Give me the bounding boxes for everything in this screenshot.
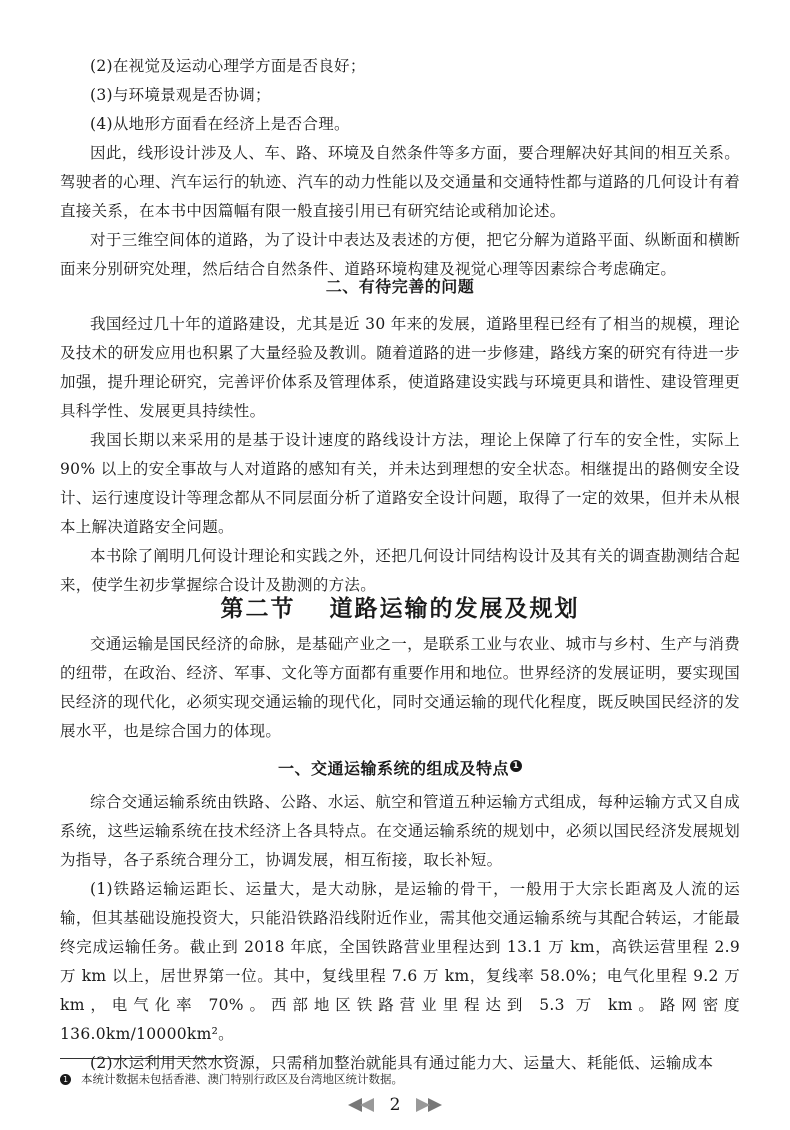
right-arrow-icon — [412, 1097, 442, 1113]
page-number: 2 — [389, 1094, 401, 1115]
section-title — [60, 590, 740, 623]
problems-block — [60, 310, 740, 600]
left-arrow-icon — [348, 1097, 378, 1113]
footnote-marker-icon: 1 — [60, 1074, 71, 1085]
paragraph: 我国长期以来采用的是基于设计速度的路线设计方法，理论上保障了行车的安全性，实际上 90% 以上的安全事故与人对道路的感知有关，并未达到理想的安全状态。相继提出的路侧安全设计、运行速度设计等理念都从不同层面分析了道路安全设计问题，取得了一定的效果，但并未从根本上解决道路安全问题。 — [60, 431, 740, 536]
subsection-heading-transport-system — [60, 756, 740, 779]
paragraph: 综合交通运输系统由铁路、公路、水运、航空和管道五种运输方式组成，每种运输方式又自成系统，这些运输系统在技术经济上各具特点。在交通运输系统的规划中，必须以国民经济发展规划为指导，各子系统合理分工，协调发展，相互衔接，取长补短。 — [60, 793, 740, 869]
list-item: (3)与环境景观是否协调； — [90, 86, 271, 104]
subsection-heading-text: 一、交通运输系统的组成及特点 — [277, 759, 509, 778]
paragraph: 对于三维空间体的道路，为了设计中表达及表述的方便，把它分解为道路平面、纵断面和横断面来分别研究处理，然后结合自然条件、道路环境构建及视觉心理等因素综合考虑确定。 — [60, 231, 740, 278]
section-title-text: 道路运输的发展及规划 — [329, 595, 580, 622]
paragraph: 因此，线形设计涉及人、车、路、环境及自然条件等多方面，要合理解决好其间的相互关系。驾驶者的心理、汽车运行的轨迹、汽车的动力性能以及交通量和交通特性都与道路的几何设计有着直接关系，在本书中因篇幅有限一般直接引用已有研究结论或稍加论述。 — [60, 144, 740, 220]
paragraph: 我国经过几十年的道路建设，尤其是近 30 年来的发展，道路里程已经有了相当的规模，理论及技术的研发应用也积累了大量经验及教训。随着道路的进一步修建，路线方案的研究有待进一步加强，提升理论研究，完善评价体系及管理体系，使道路建设实践与环境更具和谐性、建设管理更具科学性、发展更具持续性。 — [60, 315, 740, 420]
footnote — [60, 1071, 740, 1087]
footnote-reference-icon[interactable]: 1 — [510, 760, 522, 772]
paragraph: (2)水运利用天然水资源，只需稍加整治就能具有通过能力大、运量大、耗能低、运输成本 — [90, 1054, 714, 1072]
paragraph: 交通运输是国民经济的命脉，是基础产业之一，是联系工业与农业、城市与乡村、生产与消费的纽带，在政治、经济、军事、文化等方面都有重要作用和地位。世界经济的发展证明，要实现国民经济的现代化，必须实现交通运输的现代化，同时交通运输的现代化程度，既反映国民经济的发展水平，也是综合国力的体现。 — [60, 635, 740, 740]
list-item: (4)从地形方面看在经济上是否合理。 — [90, 115, 350, 133]
continuation-block — [60, 52, 740, 284]
footnote-text: 本统计数据未包括香港、澳门特别行政区及台湾地区统计数据。 — [81, 1072, 403, 1086]
intro-block — [60, 630, 740, 746]
paragraph: 本书除了阐明几何设计理论和实践之外，还把几何设计同结构设计及其有关的调查勘测结合起来，使学生初步掌握综合设计及勘测的方法。 — [60, 547, 740, 594]
footnote-divider — [60, 1058, 228, 1059]
paragraph: (1)铁路运输运距长、运量大，是大动脉，是运输的骨干，一般用于大宗长距离及人流的运输，但其基础设施投资大，只能沿铁路沿线附近作业，需其他交通运输系统与其配合转运，才能最终完成运输任务。截止到 2018 年底，全国铁路营业里程达到 13.1 万 km，高铁运营里程 2.9 万 km 以上，居世界第一位。其中，复线里程 7.6 万 km，复线率 58.0%；电气化里程 9.2 万 km，电气化率 70%。西部地区铁路营业里程达到 5.3 万 km。路网密度 136.0km/10000km²。 — [60, 880, 740, 1043]
page-number-bar — [0, 1093, 790, 1116]
section-number: 第二节 — [220, 595, 296, 622]
transport-system-block — [60, 788, 740, 1078]
list-item: (2)在视觉及运动心理学方面是否良好； — [90, 57, 366, 75]
subsection-heading-problems: 二、有待完善的问题 — [325, 277, 475, 296]
